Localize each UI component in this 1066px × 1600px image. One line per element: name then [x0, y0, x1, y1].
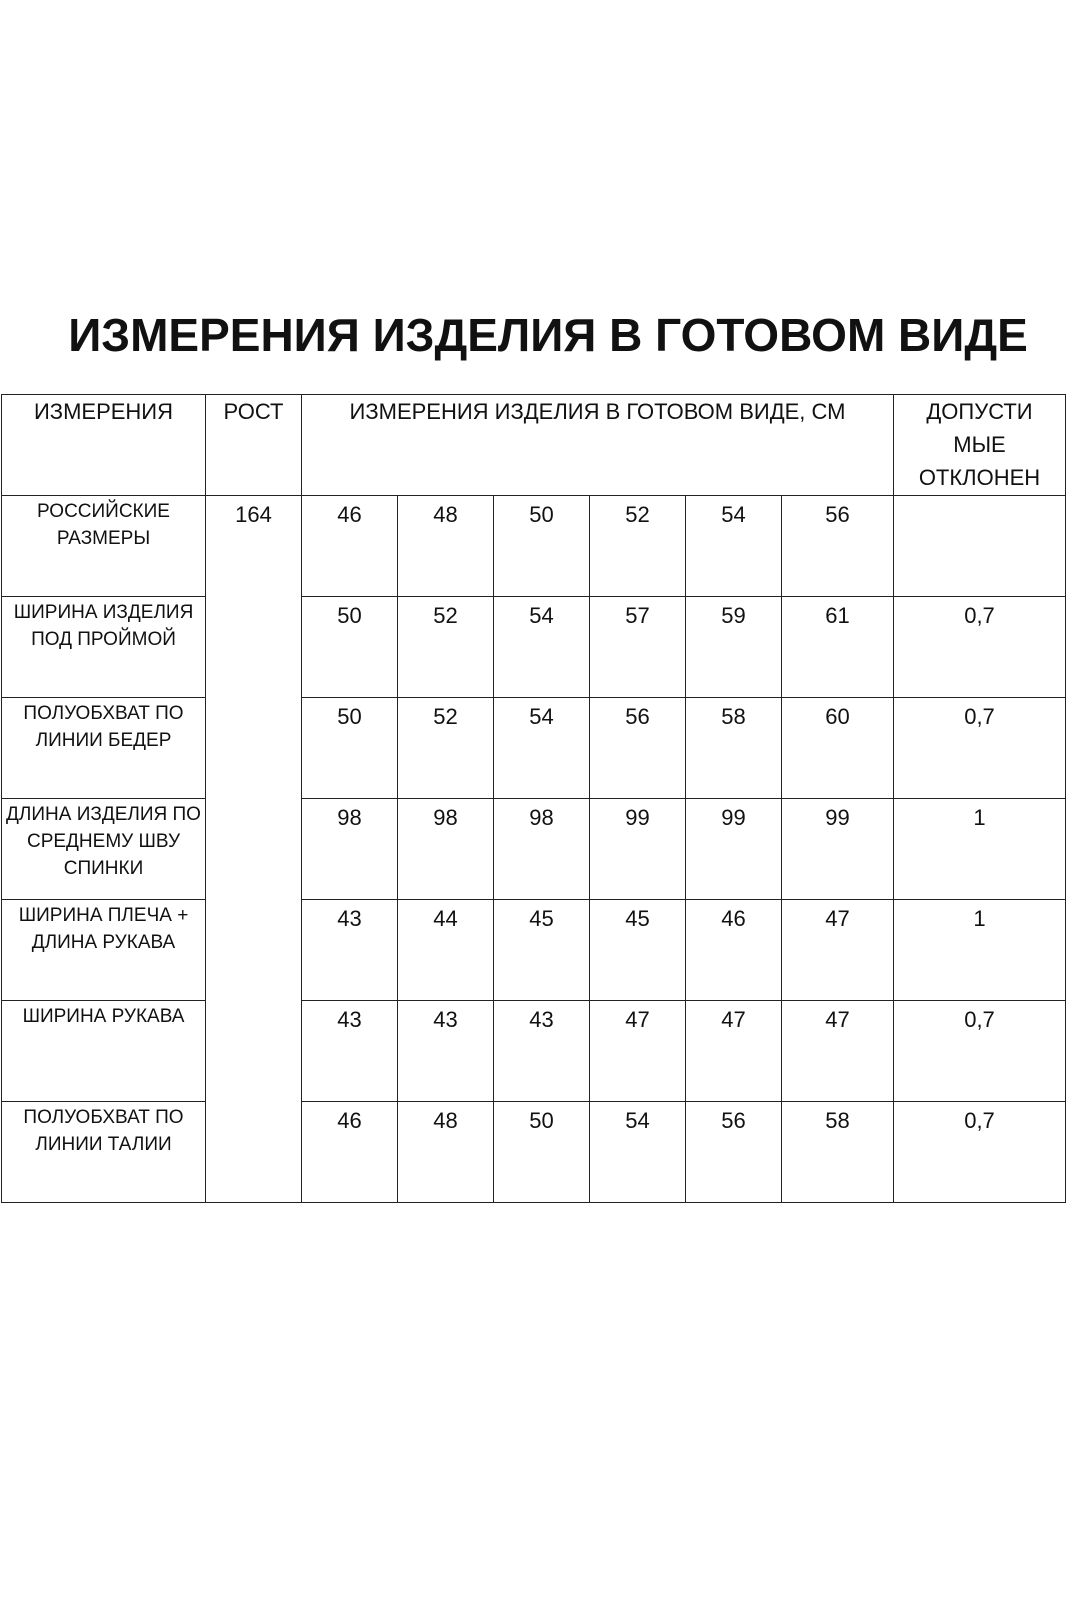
tolerance-cell — [894, 799, 1066, 900]
value-cell — [398, 900, 494, 1001]
row-label-cell — [2, 1102, 206, 1203]
measurement-value: 48 — [433, 502, 458, 527]
measurement-value: 98 — [529, 805, 554, 830]
table-row — [2, 1001, 1066, 1102]
value-cell — [398, 1102, 494, 1203]
table-row — [2, 597, 1066, 698]
measurement-value: 56 — [721, 1108, 746, 1133]
value-cell — [686, 799, 782, 900]
measurement-value: 44 — [433, 906, 458, 931]
header-tolerance — [894, 395, 1066, 496]
measurement-value: 56 — [625, 704, 650, 729]
row-label: ПОЛУОБХВАТ ПО ЛИНИИ ТАЛИИ — [23, 1107, 184, 1155]
measurement-value: 43 — [337, 1007, 362, 1032]
value-cell — [590, 597, 686, 698]
tolerance-cell — [894, 1001, 1066, 1102]
row-label: РОССИЙСКИЕ РАЗМЕРЫ — [37, 501, 170, 549]
measurement-value: 47 — [721, 1007, 746, 1032]
page-title: ИЗМЕРЕНИЯ ИЗДЕЛИЯ В ГОТОВОМ ВИДЕ — [68, 309, 1028, 361]
row-label: ШИРИНА ПЛЕЧА + ДЛИНА РУКАВА — [18, 905, 189, 953]
value-cell — [398, 597, 494, 698]
header-row — [2, 395, 1066, 496]
tolerance-cell — [894, 597, 1066, 698]
measurement-value: 47 — [825, 1007, 850, 1032]
value-cell — [686, 1001, 782, 1102]
measurement-value: 54 — [721, 502, 746, 527]
measurement-value: 50 — [529, 502, 554, 527]
value-cell — [782, 698, 894, 799]
value-cell — [302, 799, 398, 900]
table-row — [2, 698, 1066, 799]
value-cell — [590, 799, 686, 900]
value-cell — [302, 900, 398, 1001]
measurement-value: 50 — [337, 704, 362, 729]
value-cell — [782, 496, 894, 597]
measurement-value: 52 — [433, 603, 458, 628]
table-row — [2, 900, 1066, 1001]
measurement-value: 52 — [433, 704, 458, 729]
value-cell — [302, 1001, 398, 1102]
value-cell — [494, 1001, 590, 1102]
value-cell — [782, 597, 894, 698]
measurement-value: 46 — [337, 502, 362, 527]
table-row — [2, 496, 1066, 597]
measurement-value: 43 — [529, 1007, 554, 1032]
value-cell — [398, 698, 494, 799]
measurement-value: 61 — [825, 603, 850, 628]
value-cell — [686, 496, 782, 597]
value-cell — [302, 597, 398, 698]
value-cell — [782, 900, 894, 1001]
measurement-value: 52 — [625, 502, 650, 527]
measurement-value: 54 — [625, 1108, 650, 1133]
measurement-value: 43 — [433, 1007, 458, 1032]
measurement-value: 46 — [337, 1108, 362, 1133]
value-cell — [398, 1001, 494, 1102]
row-label: ШИРИНА ИЗДЕЛИЯ ПОД ПРОЙМОЙ — [13, 602, 194, 650]
table-row — [2, 1102, 1066, 1203]
measurement-value: 45 — [529, 906, 554, 931]
measurement-value: 54 — [529, 704, 554, 729]
measurement-value: 98 — [433, 805, 458, 830]
header-garment-measurements: ИЗМЕРЕНИЯ ИЗДЕЛИЯ В ГОТОВОМ ВИДЕ, СМ — [302, 395, 894, 496]
value-cell — [494, 698, 590, 799]
value-cell — [782, 1001, 894, 1102]
value-cell — [302, 1102, 398, 1203]
measurement-value: 45 — [625, 906, 650, 931]
height-value: 164 — [235, 502, 272, 527]
header-height: РОСТ — [206, 395, 302, 496]
row-label-cell — [2, 597, 206, 698]
measurement-value: 60 — [825, 704, 850, 729]
row-label-cell — [2, 698, 206, 799]
measurement-value: 98 — [337, 805, 362, 830]
tolerance-value — [894, 496, 1065, 502]
value-cell — [494, 799, 590, 900]
measurement-value: 59 — [721, 603, 746, 628]
value-cell — [686, 597, 782, 698]
value-cell — [590, 496, 686, 597]
measurement-value: 43 — [337, 906, 362, 931]
tolerance-value: 0,7 — [964, 1007, 995, 1032]
tolerance-cell — [894, 1102, 1066, 1203]
height-cell — [206, 496, 302, 1203]
measurement-value: 99 — [825, 805, 850, 830]
value-cell — [590, 1102, 686, 1203]
measurement-value: 47 — [625, 1007, 650, 1032]
tolerance-value: 0,7 — [964, 603, 995, 628]
measurement-value: 99 — [721, 805, 746, 830]
value-cell — [302, 496, 398, 597]
tolerance-cell — [894, 698, 1066, 799]
value-cell — [398, 799, 494, 900]
measurement-value: 50 — [337, 603, 362, 628]
row-label: ДЛИНА ИЗДЕЛИЯ ПО СРЕДНЕМУ ШВУ СПИНКИ — [6, 804, 201, 879]
header-tolerance-text: ДОПУСТИ МЫЕ ОТКЛОНЕН — [918, 399, 1041, 490]
row-label: ПОЛУОБХВАТ ПО ЛИНИИ БЕДЕР — [23, 703, 184, 751]
value-cell — [494, 496, 590, 597]
header-measurements: ИЗМЕРЕНИЯ — [2, 395, 206, 496]
value-cell — [590, 1001, 686, 1102]
measurement-value: 47 — [825, 906, 850, 931]
row-label: ШИРИНА РУКАВА — [22, 1006, 185, 1027]
value-cell — [590, 900, 686, 1001]
value-cell — [494, 597, 590, 698]
table-row — [2, 799, 1066, 900]
measurement-value: 46 — [721, 906, 746, 931]
row-label-cell — [2, 900, 206, 1001]
value-cell — [590, 698, 686, 799]
tolerance-value: 1 — [973, 805, 986, 830]
tolerance-value: 0,7 — [964, 704, 995, 729]
value-cell — [782, 799, 894, 900]
tolerance-cell — [894, 496, 1066, 597]
row-label-cell — [2, 1001, 206, 1102]
measurement-value: 50 — [529, 1108, 554, 1133]
value-cell — [686, 1102, 782, 1203]
tolerance-cell — [894, 900, 1066, 1001]
tolerance-value: 0,7 — [964, 1108, 995, 1133]
measurement-value: 57 — [625, 603, 650, 628]
value-cell — [494, 1102, 590, 1203]
value-cell — [686, 900, 782, 1001]
tolerance-value: 1 — [973, 906, 986, 931]
measurement-value: 48 — [433, 1108, 458, 1133]
measurement-value: 58 — [721, 704, 746, 729]
measurement-value: 56 — [825, 502, 850, 527]
measurement-value: 58 — [825, 1108, 850, 1133]
size-table — [1, 394, 1066, 1203]
measurement-value: 99 — [625, 805, 650, 830]
value-cell — [302, 698, 398, 799]
measurement-value: 54 — [529, 603, 554, 628]
row-label-cell — [2, 799, 206, 900]
value-cell — [782, 1102, 894, 1203]
value-cell — [398, 496, 494, 597]
value-cell — [494, 900, 590, 1001]
value-cell — [686, 698, 782, 799]
row-label-cell — [2, 496, 206, 597]
